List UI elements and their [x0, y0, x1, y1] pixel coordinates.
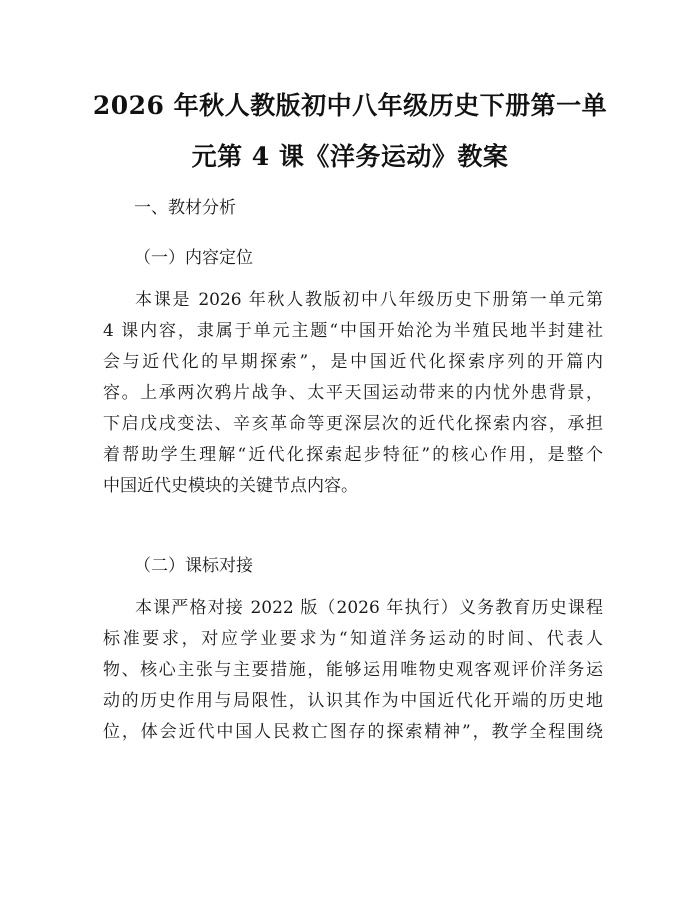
paragraph-line: 位，体会近代中国人民救亡图存的探索精神”，教学全程围绕: [103, 722, 603, 742]
subsection-heading-content-positioning: （一）内容定位: [134, 248, 253, 268]
paragraph-line: 下启戊戌变法、辛亥革命等更深层次的近代化探索内容，承担: [103, 414, 603, 434]
paragraph-line: 标准要求，对应学业要求为“知道洋务运动的时间、代表人: [103, 629, 603, 649]
section-heading-textbook-analysis: 一、教材分析: [134, 198, 236, 218]
paragraph-line: 中国近代史模块的关键节点内容。: [103, 476, 358, 496]
paragraph-line: 动的历史作用与局限性，认识其作为中国近代化开端的历史地: [103, 691, 603, 711]
paragraph-line: 4 课内容，隶属于单元主题“中国开始沦为半殖民地半封建社: [103, 321, 603, 341]
paragraph-line: 本课严格对接 2022 版（2026 年执行）义务教育历史课程: [135, 598, 603, 618]
paragraph-curriculum-standards: [103, 593, 603, 748]
document-title-line-2: 元第 4 课《洋务运动》教案: [191, 142, 509, 171]
paragraph-line: 会与近代化的早期探索”，是中国近代化探索序列的开篇内: [103, 352, 603, 372]
paragraph-content-positioning: [103, 285, 603, 502]
paragraph-line: 容。上承两次鸦片战争、太平天国运动带来的内忧外患背景，: [103, 383, 603, 403]
document-title-line-1: 2026 年秋人教版初中八年级历史下册第一单: [92, 91, 608, 120]
subsection-heading-curriculum-standards: （二）课标对接: [134, 556, 253, 576]
paragraph-line: 着帮助学生理解“近代化探索起步特征”的核心作用，是整个: [103, 445, 603, 465]
paragraph-line: 物、核心主张与主要措施，能够运用唯物史观客观评价洋务运: [103, 660, 603, 680]
paragraph-line: 本课是 2026 年秋人教版初中八年级历史下册第一单元第: [135, 290, 603, 310]
